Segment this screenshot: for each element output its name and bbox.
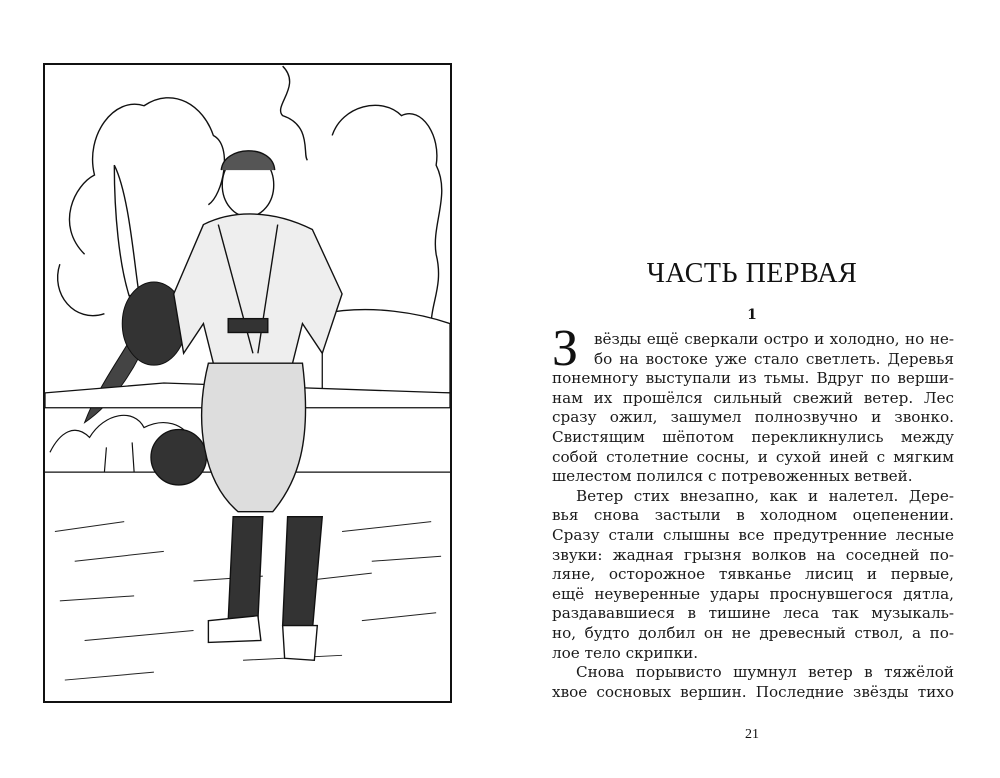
part-title: ЧАСТЬ ПЕРВАЯ bbox=[646, 258, 858, 289]
text-line: вёзды ещё сверкали остро и холодно, но не- bbox=[594, 330, 954, 348]
text-line: Свистящим шёпотом перекликнулись между bbox=[552, 427, 954, 446]
text-line: бо на востоке уже стало светлеть. Деревья bbox=[594, 349, 954, 368]
text-line: нам их прошёлся сильный свежий ветер. Лес bbox=[552, 388, 954, 407]
text-line: хвое сосновых вершин. Последние звёзды тихо bbox=[552, 682, 954, 701]
text-line: сразу ожил, зашумел полнозвучно и звонко. bbox=[552, 408, 954, 427]
right-page bbox=[548, 0, 956, 778]
text-line: шелестом полился с потревоженных ветвей. bbox=[552, 467, 913, 486]
text-line: Сразу стали слышны все предутренние лесные bbox=[552, 525, 954, 544]
text-line: звуки: жадная грызня волков на соседней по- bbox=[552, 545, 954, 564]
text-line: раздававшиеся в тишине леса так музыкаль- bbox=[552, 604, 954, 623]
pilot-illustration bbox=[43, 63, 452, 703]
drop-cap: З bbox=[552, 320, 579, 377]
text-line: но, будто долбил он не древесный ствол, а по- bbox=[552, 623, 954, 642]
text-line: Снова порывисто шумнул ветер в тяжёлой bbox=[576, 663, 954, 682]
text-line: ляне, осторожное тявканье лисиц и первые, bbox=[552, 565, 954, 584]
text-line: понемногу выступали из тьмы. Вдруг по верши- bbox=[552, 369, 954, 388]
page-number: 21 bbox=[745, 727, 759, 742]
text-line: собой столетние сосны, и сухой иней с мягким bbox=[552, 447, 954, 466]
text-line: вья снова застыли в холодном оцепенении. bbox=[552, 506, 954, 525]
text-line: лое тело скрипки. bbox=[552, 643, 699, 662]
text-line: ещё неуверенные удары проснувшегося дятла, bbox=[552, 584, 954, 603]
chapter-number: 1 bbox=[747, 307, 757, 323]
illustration-icon bbox=[45, 65, 450, 701]
text-line: Ветер стих внезапно, как и налетел. Дере- bbox=[576, 486, 954, 505]
body-text bbox=[552, 320, 954, 702]
